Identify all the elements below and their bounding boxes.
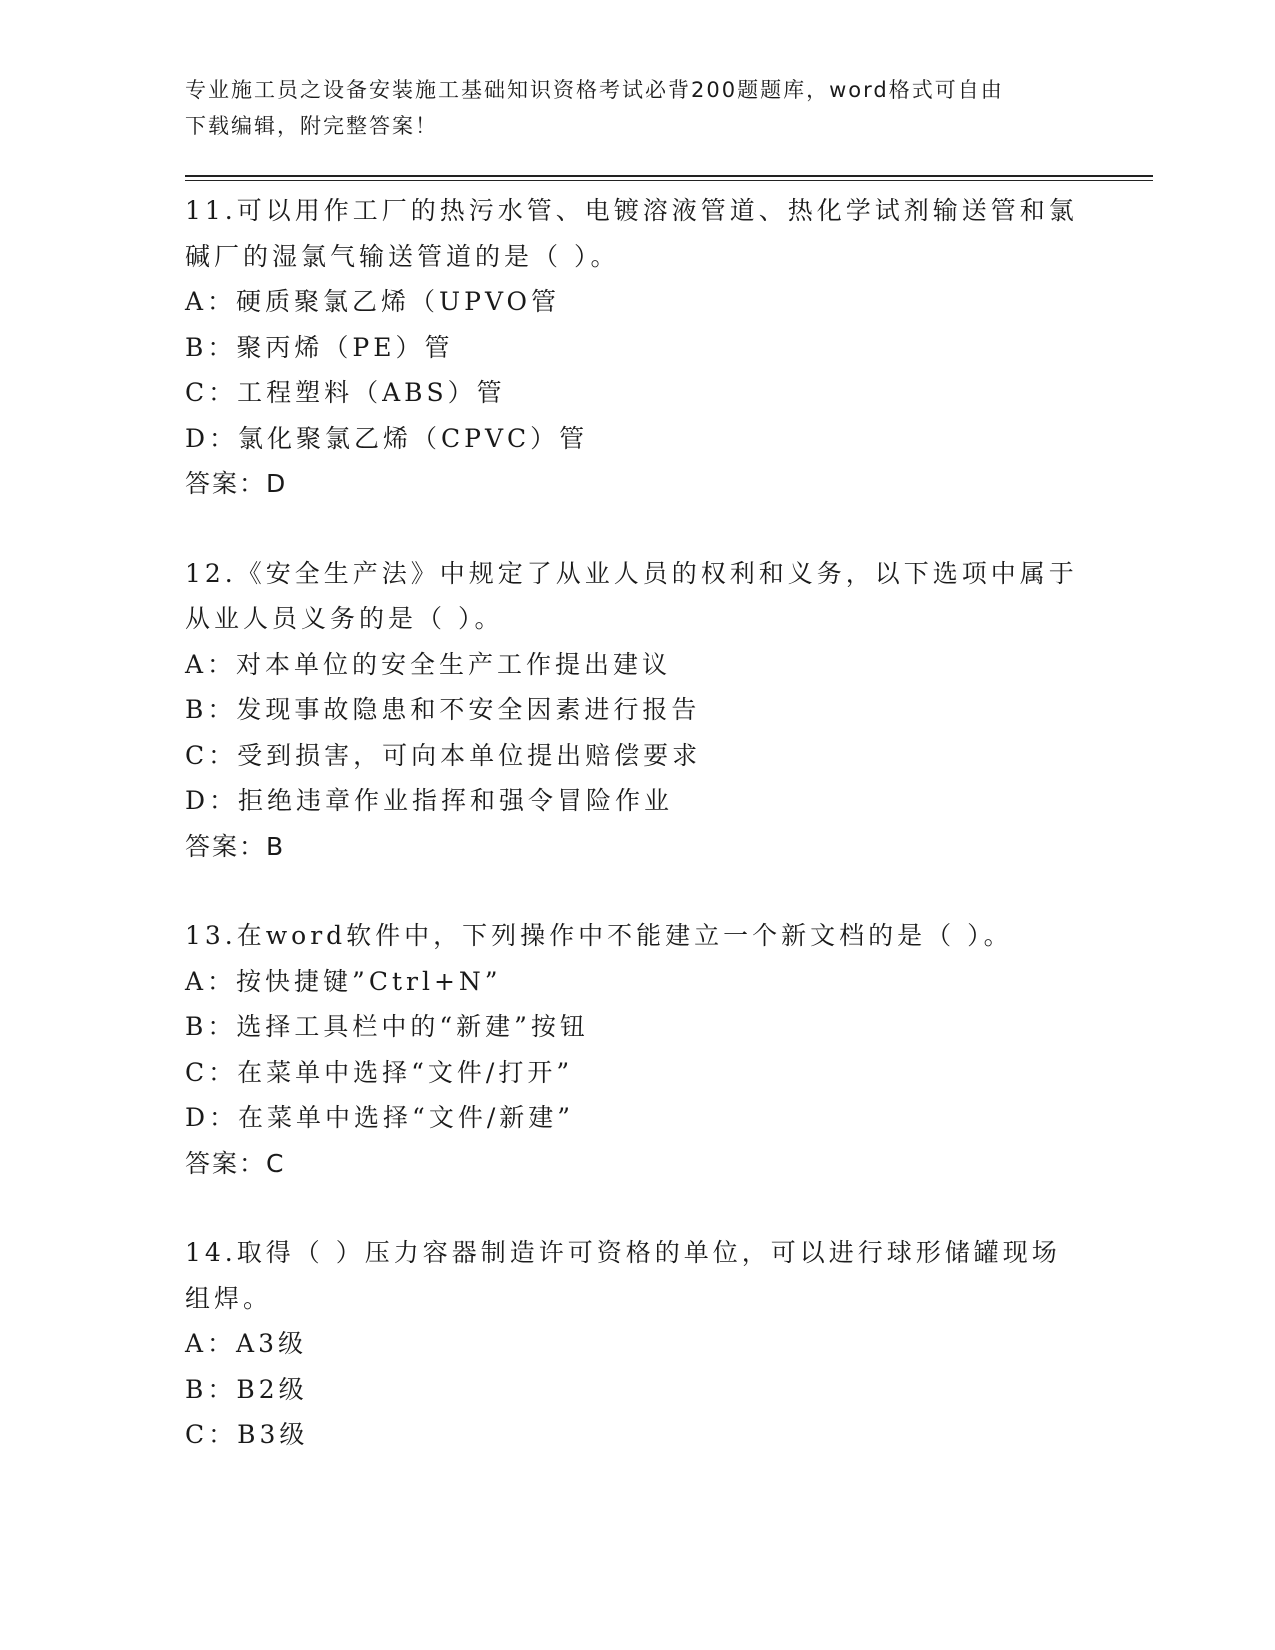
option-c: C：工程塑料（ABS）管 [185,378,506,407]
question-12 [185,551,1085,870]
question-14 [185,1230,1085,1458]
header-title-line-1: 专业施工员之设备安装施工基础知识资格考试必背200题题库，word格式可自由 [185,78,1004,102]
question-stem-line-2: 组焊。 [185,1283,273,1313]
document-header [185,72,1085,144]
option-b: B：聚丙烯（PE）管 [185,332,454,362]
option-a: A：硬质聚氯乙烯（UPVO管 [185,287,561,316]
option-b: B：选择工具栏中的“新建”按钮 [185,1012,589,1041]
question-stem-line-1: 13.在word软件中，下列操作中不能建立一个新文档的是（ ）。 [185,921,1013,950]
answer-label: 答案：D [185,469,288,498]
option-a: A：A3级 [185,1329,308,1358]
header-divider-thin [185,180,1153,181]
option-d: D：在菜单中选择“文件/新建” [185,1103,575,1132]
option-a: A：对本单位的安全生产工作提出建议 [185,649,672,679]
question-stem-line-2: 从业人员义务的是（ ）。 [185,604,504,633]
header-divider-thick [185,175,1153,177]
question-13 [185,913,1085,1186]
question-stem-line-1: 12.《安全生产法》中规定了从业人员的权利和义务，以下选项中属于 [185,558,1078,588]
option-c: C：B3级 [185,1420,309,1449]
option-a: A：按快捷键”Ctrl+N” [185,966,502,996]
header-title-line-2: 下载编辑，附完整答案！ [185,114,438,138]
question-stem-line-1: 11.可以用作工厂的热污水管、电镀溶液管道、热化学试剂输送管和氯 [185,196,1078,225]
option-c: C：受到损害，可向本单位提出赔偿要求 [185,740,702,770]
option-d: D：氯化聚氯乙烯（CPVC）管 [185,423,589,453]
question-stem-line-1: 14.取得（ ）压力容器制造许可资格的单位，可以进行球形储罐现场 [185,1238,1061,1267]
question-list [185,188,1085,1502]
answer-label: 答案：C [185,1148,286,1178]
option-b: B：发现事故隐患和不安全因素进行报告 [185,695,701,724]
question-stem-line-2: 碱厂的湿氯气输送管道的是（ ）。 [185,241,620,271]
question-11 [185,188,1085,507]
option-c: C：在菜单中选择“文件/打开” [185,1057,574,1087]
answer-label: 答案：B [185,831,286,861]
option-d: D：拒绝违章作业指挥和强令冒险作业 [185,786,674,815]
option-b: B：B2级 [185,1374,308,1404]
